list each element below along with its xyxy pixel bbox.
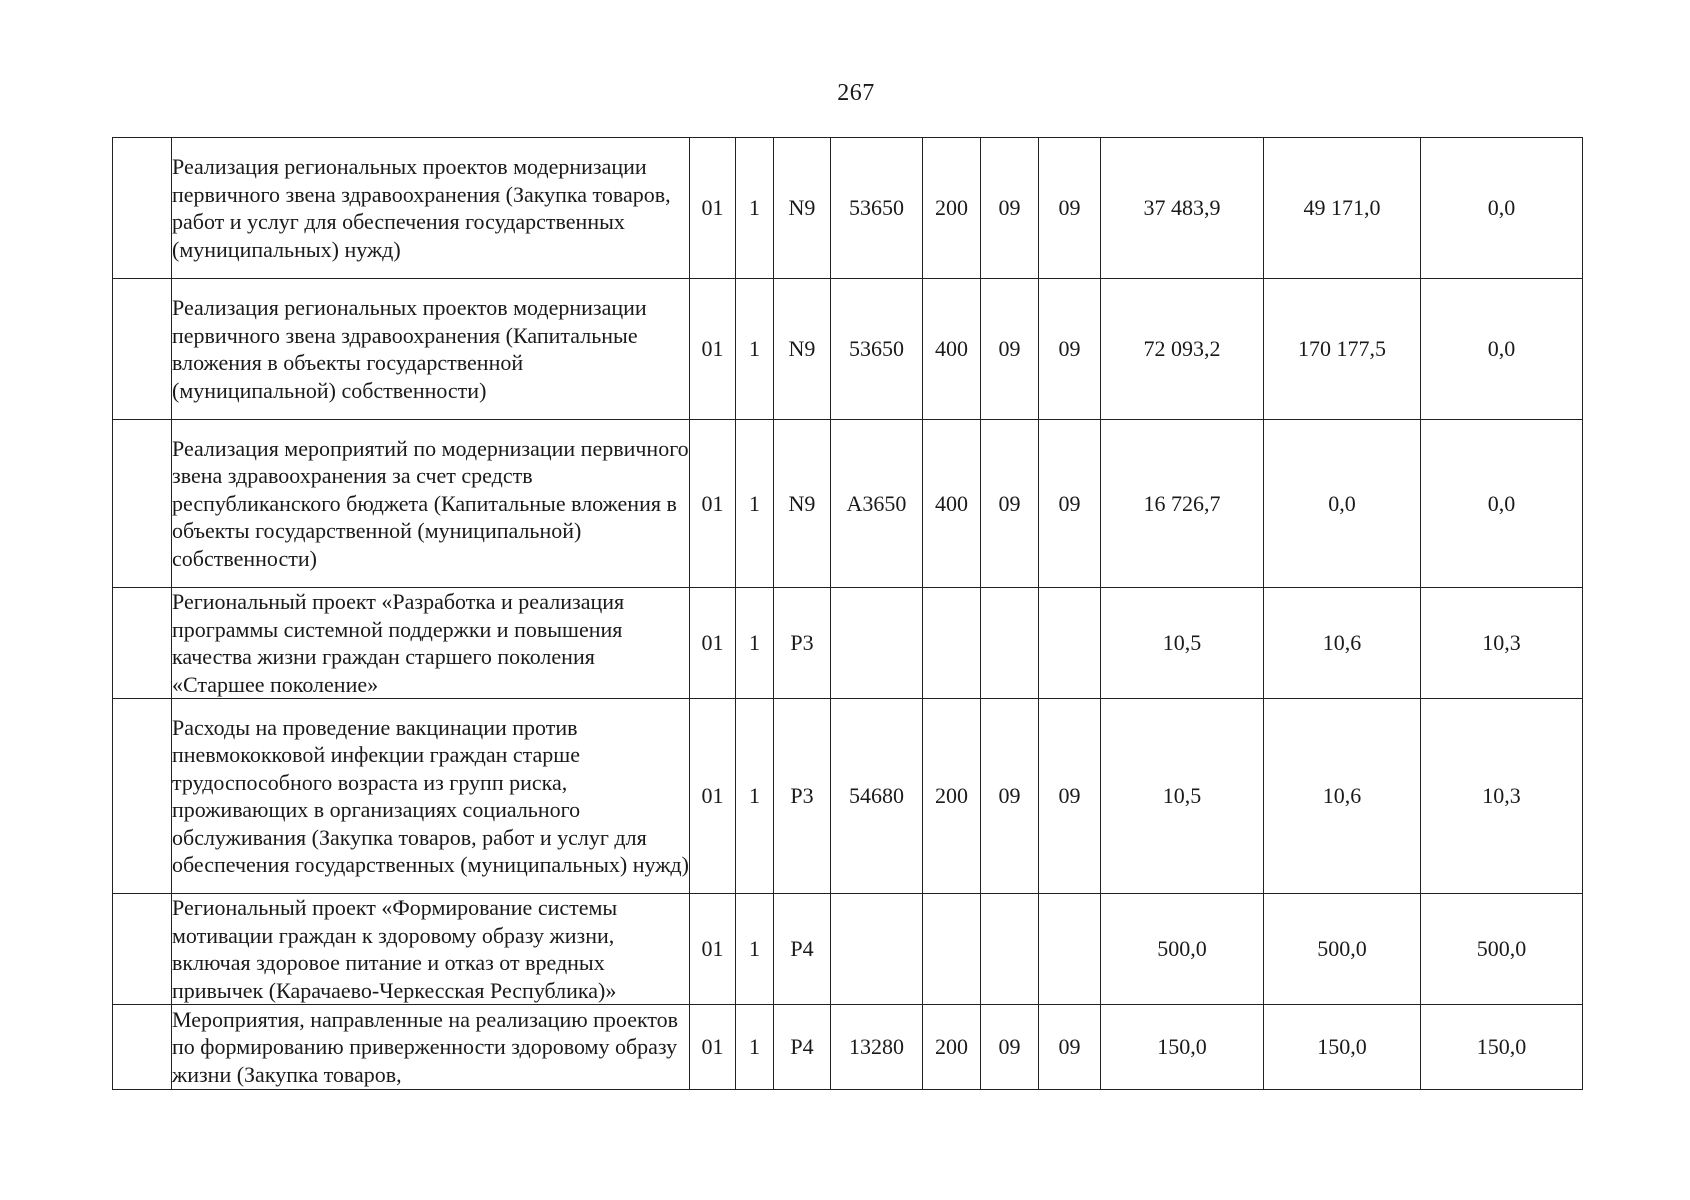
code-cell <box>923 894 981 1005</box>
code-cell: P3 <box>774 699 831 894</box>
code-cell: 53650 <box>831 138 923 279</box>
amount-cell: 49 171,0 <box>1264 138 1421 279</box>
code-cell: 1 <box>736 699 774 894</box>
budget-table <box>112 137 1583 1090</box>
code-cell: 09 <box>1039 279 1101 420</box>
amount-cell: 500,0 <box>1264 894 1421 1005</box>
description-cell: Реализация региональных проектов модернизации первичного звена здравоохранения (Закупка товаров, работ и услуг для обеспечения государственных (муниципальных) нужд) <box>172 138 690 279</box>
code-cell: 09 <box>981 699 1039 894</box>
blank-cell <box>113 894 172 1005</box>
code-cell: 01 <box>690 1005 736 1090</box>
code-cell: А3650 <box>831 420 923 588</box>
amount-cell: 0,0 <box>1264 420 1421 588</box>
code-cell: P3 <box>774 588 831 699</box>
code-cell: N9 <box>774 279 831 420</box>
code-cell: 01 <box>690 279 736 420</box>
description-cell: Мероприятия, направленные на реализацию проектов по формированию приверженности здоровому образу жизни (Закупка товаров, <box>172 1005 690 1090</box>
code-cell: 13280 <box>831 1005 923 1090</box>
table-row <box>113 894 1583 1005</box>
code-cell: 01 <box>690 894 736 1005</box>
amount-cell: 500,0 <box>1421 894 1583 1005</box>
blank-cell <box>113 588 172 699</box>
code-cell <box>831 894 923 1005</box>
page-number: 267 <box>837 80 875 106</box>
description-cell: Реализация мероприятий по модернизации первичного звена здравоохранения за счет средств республиканского бюджета (Капитальные вложения в объекты государственной (муниципальной) собственности) <box>172 420 690 588</box>
code-cell <box>1039 894 1101 1005</box>
code-cell: 53650 <box>831 279 923 420</box>
code-cell: 1 <box>736 588 774 699</box>
description-cell: Расходы на проведение вакцинации против пневмококковой инфекции граждан старше трудоспособного возраста из групп риска, проживающих в организациях социального обслуживания (Закупка товаров, работ и услуг для обеспечения государственных (муниципальных) нужд) <box>172 699 690 894</box>
code-cell: N9 <box>774 138 831 279</box>
code-cell: P4 <box>774 1005 831 1090</box>
table-row <box>113 420 1583 588</box>
code-cell <box>1039 588 1101 699</box>
code-cell: 1 <box>736 420 774 588</box>
code-cell: 09 <box>1039 699 1101 894</box>
code-cell <box>923 588 981 699</box>
amount-cell: 10,6 <box>1264 588 1421 699</box>
amount-cell: 10,3 <box>1421 588 1583 699</box>
code-cell: P4 <box>774 894 831 1005</box>
code-cell: 09 <box>1039 138 1101 279</box>
amount-cell: 10,6 <box>1264 699 1421 894</box>
code-cell: 09 <box>1039 420 1101 588</box>
table-row <box>113 138 1583 279</box>
blank-cell <box>113 1005 172 1090</box>
table-row <box>113 588 1583 699</box>
code-cell: 09 <box>981 1005 1039 1090</box>
code-cell: 01 <box>690 588 736 699</box>
code-cell: 09 <box>981 138 1039 279</box>
amount-cell: 10,3 <box>1421 699 1583 894</box>
code-cell: 01 <box>690 699 736 894</box>
code-cell: 1 <box>736 894 774 1005</box>
code-cell <box>981 588 1039 699</box>
amount-cell: 0,0 <box>1421 279 1583 420</box>
amount-cell: 150,0 <box>1264 1005 1421 1090</box>
blank-cell <box>113 699 172 894</box>
amount-cell: 170 177,5 <box>1264 279 1421 420</box>
code-cell: 09 <box>1039 1005 1101 1090</box>
code-cell: 54680 <box>831 699 923 894</box>
code-cell: 1 <box>736 279 774 420</box>
amount-cell: 0,0 <box>1421 420 1583 588</box>
amount-cell: 72 093,2 <box>1101 279 1264 420</box>
code-cell: 200 <box>923 1005 981 1090</box>
code-cell <box>831 588 923 699</box>
table-row <box>113 279 1583 420</box>
blank-cell <box>113 420 172 588</box>
code-cell: 400 <box>923 420 981 588</box>
amount-cell: 37 483,9 <box>1101 138 1264 279</box>
code-cell: 01 <box>690 420 736 588</box>
code-cell: 400 <box>923 279 981 420</box>
description-cell: Реализация региональных проектов модернизации первичного звена здравоохранения (Капитальные вложения в объекты государственной (муниципальной) собственности) <box>172 279 690 420</box>
amount-cell: 16 726,7 <box>1101 420 1264 588</box>
code-cell: 200 <box>923 138 981 279</box>
blank-cell <box>113 279 172 420</box>
code-cell: 01 <box>690 138 736 279</box>
code-cell: 09 <box>981 279 1039 420</box>
table-row <box>113 1005 1583 1090</box>
amount-cell: 10,5 <box>1101 588 1264 699</box>
blank-cell <box>113 138 172 279</box>
code-cell: 200 <box>923 699 981 894</box>
amount-cell: 0,0 <box>1421 138 1583 279</box>
amount-cell: 150,0 <box>1421 1005 1583 1090</box>
amount-cell: 10,5 <box>1101 699 1264 894</box>
table-row <box>113 699 1583 894</box>
description-cell: Региональный проект «Формирование системы мотивации граждан к здоровому образу жизни, включая здоровое питание и отказ от вредных привычек (Карачаево-Черкесская Республика)» <box>172 894 690 1005</box>
code-cell: N9 <box>774 420 831 588</box>
code-cell: 09 <box>981 420 1039 588</box>
description-cell: Региональный проект «Разработка и реализация программы системной поддержки и повышения качества жизни граждан старшего поколения «Старшее поколение» <box>172 588 690 699</box>
code-cell: 1 <box>736 138 774 279</box>
amount-cell: 500,0 <box>1101 894 1264 1005</box>
amount-cell: 150,0 <box>1101 1005 1264 1090</box>
code-cell <box>981 894 1039 1005</box>
code-cell: 1 <box>736 1005 774 1090</box>
